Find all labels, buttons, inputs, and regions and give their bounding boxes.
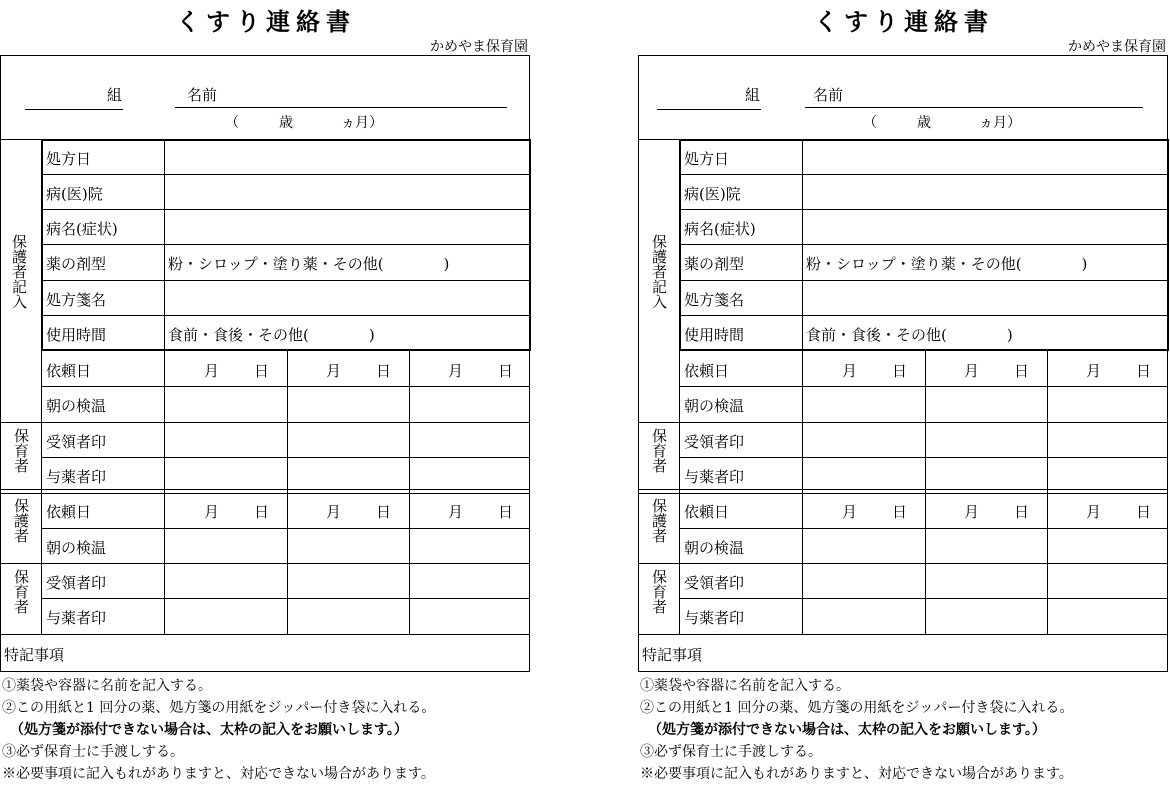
- row-juryou-2: 受領者印: [684, 574, 745, 592]
- month-label: 月: [326, 503, 342, 521]
- hogosha-label: 保護者: [12, 498, 30, 543]
- form-title: くすり連絡書: [814, 7, 994, 36]
- age-open: （: [863, 115, 877, 131]
- medicine-form-left: [0, 0, 532, 787]
- nursery-name: かめやま保育園: [1068, 39, 1166, 55]
- month-label: 月: [842, 503, 858, 521]
- row-kenon: 朝の検温: [684, 397, 745, 415]
- form-table: [638, 55, 1168, 672]
- row-juryou: 受領者印: [684, 433, 745, 451]
- day-label: 日: [376, 503, 392, 521]
- name-underline: [175, 107, 507, 108]
- day-label: 日: [254, 362, 270, 380]
- row-zaikei: 薬の剤型: [46, 255, 107, 273]
- month-label: 月: [1086, 503, 1102, 521]
- row-byouin: 病(医)院: [684, 185, 741, 203]
- class-underline: [25, 109, 123, 110]
- zaikei-options: 粉・シロップ・塗り薬・その他( ): [168, 255, 450, 273]
- note-3: （処方箋が添付できない場合は、太枠の記入をお願いします。）: [10, 722, 408, 738]
- hoikusha-label: 保育者: [12, 428, 30, 473]
- form-title: くすり連絡書: [176, 7, 356, 36]
- age-months-label: ヵ月）: [979, 115, 1021, 131]
- day-label: 日: [892, 362, 908, 380]
- class-label: 組: [107, 86, 123, 104]
- tokki-label: 特記事項: [642, 646, 703, 664]
- age-open: （: [225, 115, 239, 131]
- month-label: 月: [204, 503, 220, 521]
- shiyou-options: 食前・食後・その他( ): [806, 326, 1013, 344]
- row-shohoubi: 処方日: [46, 150, 92, 168]
- row-yoyaku-2: 与薬者印: [46, 609, 107, 627]
- row-irai-2: 依頼日: [46, 503, 92, 521]
- note-4: ③必ず保育士に手渡しする。: [640, 744, 822, 760]
- month-label: 月: [204, 362, 220, 380]
- form-table: [0, 55, 530, 672]
- day-label: 日: [892, 503, 908, 521]
- row-juryou: 受領者印: [46, 433, 107, 451]
- month-label: 月: [448, 503, 464, 521]
- note-4: ③必ず保育士に手渡しする。: [2, 744, 184, 760]
- row-shiyou: 使用時間: [684, 326, 745, 344]
- row-shohousen: 処方箋名: [46, 291, 107, 309]
- note-5: ※必要事項に記入もれがありますと、対応できない場合があります。: [2, 766, 435, 782]
- age-months-label: ヵ月）: [341, 115, 383, 131]
- medicine-form-right: [638, 0, 1170, 787]
- note-5: ※必要事項に記入もれがありますと、対応できない場合があります。: [640, 766, 1073, 782]
- hoikusha-label-2: 保育者: [650, 569, 668, 614]
- day-label: 日: [498, 503, 514, 521]
- hoikusha-label: 保育者: [650, 428, 668, 473]
- note-1: ①薬袋や容器に名前を記入する。: [640, 678, 850, 694]
- row-shohoubi: 処方日: [684, 150, 730, 168]
- day-label: 日: [1014, 362, 1030, 380]
- row-byoumei: 病名(症状): [684, 220, 756, 238]
- hogosha-label: 保護者: [650, 498, 668, 543]
- day-label: 日: [254, 503, 270, 521]
- row-irai-2: 依頼日: [684, 503, 730, 521]
- notes: [640, 675, 1073, 785]
- row-yoyaku: 与薬者印: [684, 468, 745, 486]
- row-kenon-2: 朝の検温: [684, 539, 745, 557]
- nursery-name: かめやま保育園: [430, 39, 528, 55]
- name-label: 名前: [813, 86, 844, 104]
- row-kenon-2: 朝の検温: [46, 539, 107, 557]
- row-irai: 依頼日: [684, 362, 730, 380]
- note-1: ①薬袋や容器に名前を記入する。: [2, 678, 212, 694]
- row-irai: 依頼日: [46, 362, 92, 380]
- day-label: 日: [1136, 503, 1152, 521]
- age-years-label: 歳: [917, 115, 931, 131]
- day-label: 日: [1136, 362, 1152, 380]
- guardian-section-label: 保護者記入: [650, 234, 668, 309]
- zaikei-options: 粉・シロップ・塗り薬・その他( ): [806, 255, 1088, 273]
- note-2: ②この用紙と1 回分の薬、処方箋の用紙をジッパー付き袋に入れる。: [2, 700, 436, 716]
- thick-frame: [679, 139, 1169, 351]
- notes: [2, 675, 435, 785]
- row-zaikei: 薬の剤型: [684, 255, 745, 273]
- row-kenon: 朝の検温: [46, 397, 107, 415]
- shiyou-options: 食前・食後・その他( ): [168, 326, 375, 344]
- guardian-section-label: 保護者記入: [10, 234, 28, 309]
- day-label: 日: [498, 362, 514, 380]
- row-byouin: 病(医)院: [46, 185, 103, 203]
- row-yoyaku-2: 与薬者印: [684, 609, 745, 627]
- name-label: 名前: [187, 86, 218, 104]
- row-shohousen: 処方箋名: [684, 291, 745, 309]
- day-label: 日: [376, 362, 392, 380]
- month-label: 月: [326, 362, 342, 380]
- row-shiyou: 使用時間: [46, 326, 107, 344]
- tokki-label: 特記事項: [4, 646, 65, 664]
- thick-frame: [41, 139, 531, 351]
- note-2: ②この用紙と1 回分の薬、処方箋の用紙をジッパー付き袋に入れる。: [640, 700, 1074, 716]
- row-juryou-2: 受領者印: [46, 574, 107, 592]
- month-label: 月: [448, 362, 464, 380]
- day-label: 日: [1014, 503, 1030, 521]
- row-byoumei: 病名(症状): [46, 220, 118, 238]
- row-yoyaku: 与薬者印: [46, 468, 107, 486]
- class-label: 組: [745, 86, 761, 104]
- age-years-label: 歳: [279, 115, 293, 131]
- hoikusha-label-2: 保育者: [12, 569, 30, 614]
- month-label: 月: [1086, 362, 1102, 380]
- note-3: （処方箋が添付できない場合は、太枠の記入をお願いします。）: [648, 722, 1046, 738]
- month-label: 月: [964, 362, 980, 380]
- month-label: 月: [842, 362, 858, 380]
- month-label: 月: [964, 503, 980, 521]
